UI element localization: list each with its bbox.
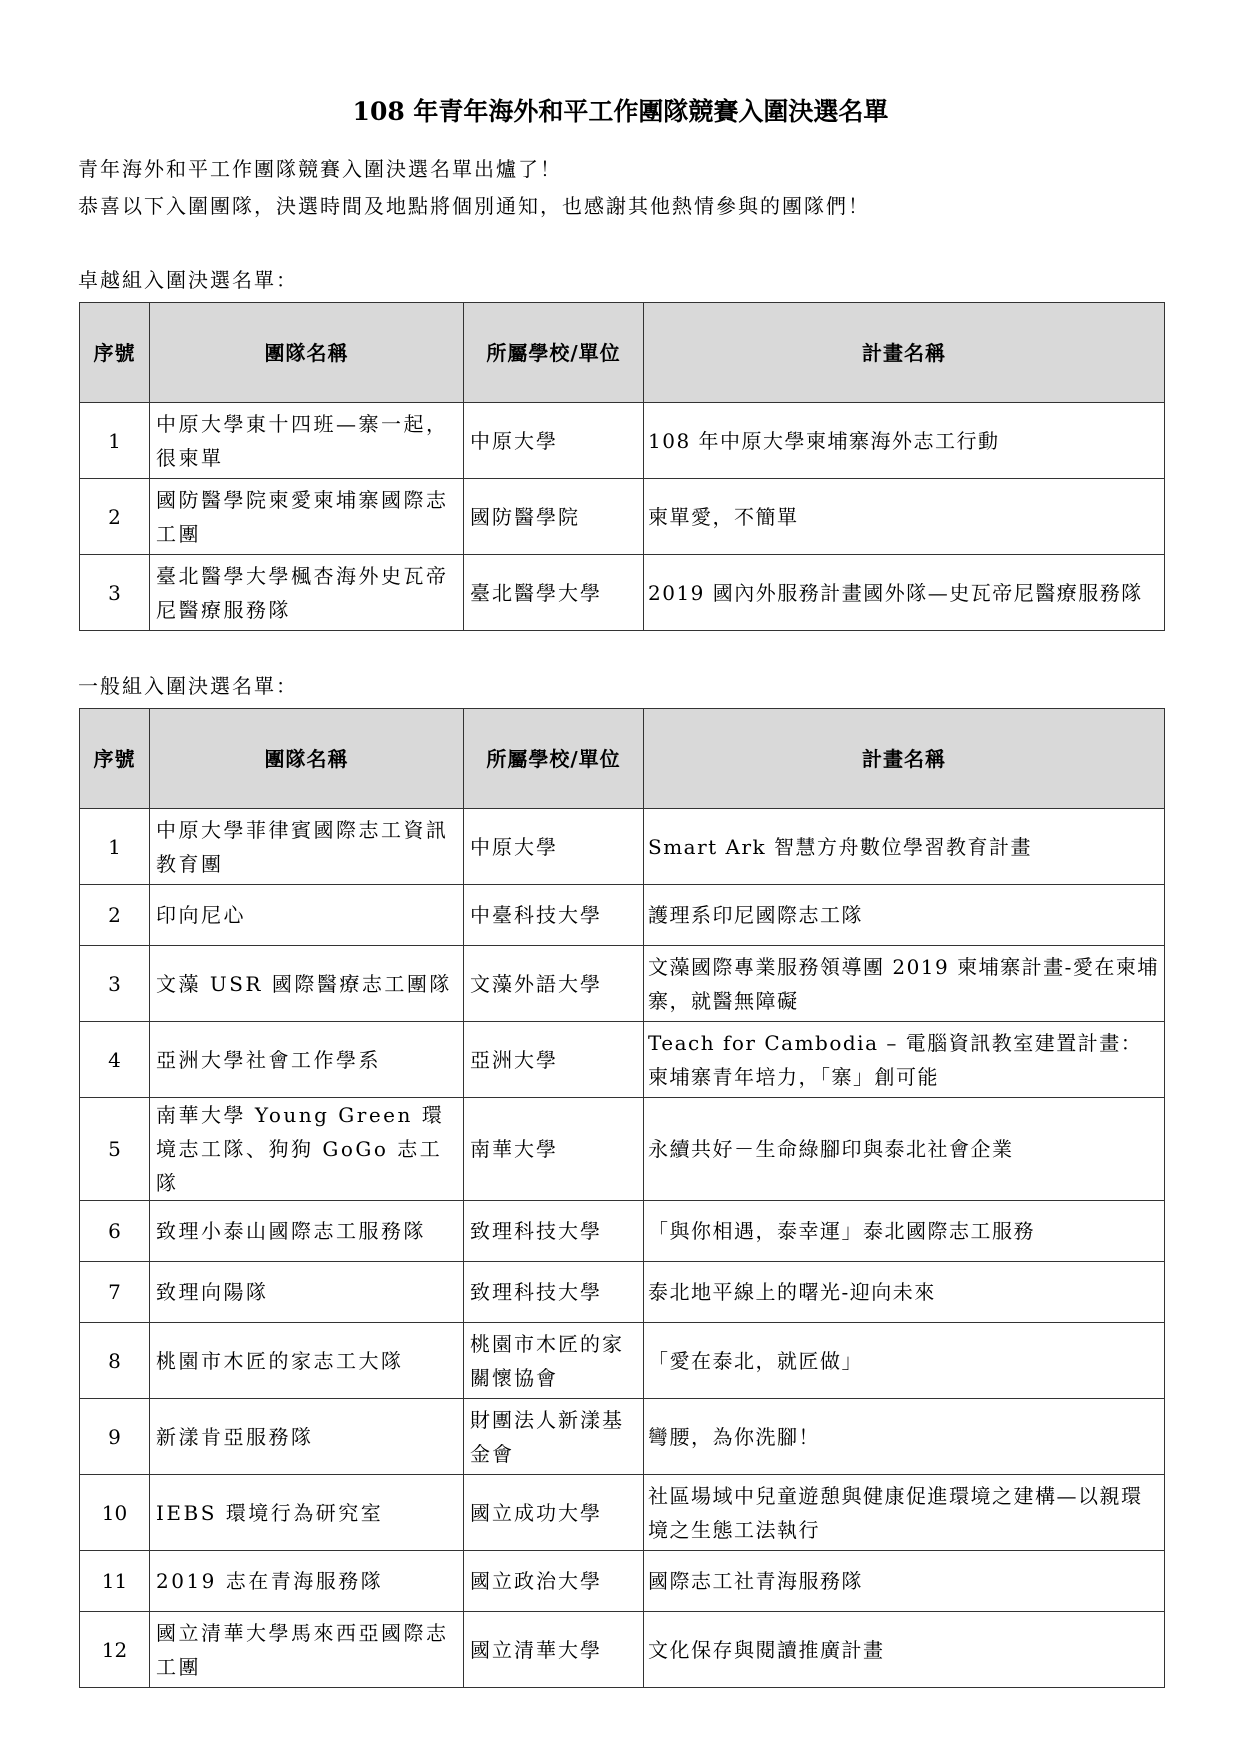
cell-school: 國防醫學院: [464, 479, 644, 555]
table-row: [80, 809, 1165, 885]
excellence-table: [79, 302, 1165, 631]
page-title: 108 年青年海外和平工作團隊競賽入圍決選名單: [352, 97, 889, 126]
cell-num: 2: [80, 885, 150, 946]
cell-team: 國防醫學院柬愛柬埔寨國際志工團: [150, 479, 464, 555]
header-team: 團隊名稱: [150, 709, 464, 809]
cell-plan: 護理系印尼國際志工隊: [644, 885, 1165, 946]
excellence-section-label: 卓越組入圍決選名單：: [78, 268, 298, 292]
cell-plan: 文藻國際專業服務領導團 2019 柬埔寨計畫-愛在柬埔寨，就醫無障礙: [644, 946, 1165, 1022]
cell-num: 11: [80, 1551, 150, 1612]
table-row: [80, 1475, 1165, 1551]
cell-num: 7: [80, 1262, 150, 1323]
cell-plan: 永續共好－生命綠腳印與泰北社會企業: [644, 1098, 1165, 1201]
cell-plan: 2019 國內外服務計畫國外隊—史瓦帝尼醫療服務隊: [644, 555, 1165, 631]
cell-num: 10: [80, 1475, 150, 1551]
table-row: [80, 1098, 1165, 1201]
general-table: [79, 708, 1165, 1688]
general-section-label: 一般組入圍決選名單：: [78, 674, 298, 698]
cell-team: 致理小泰山國際志工服務隊: [150, 1201, 464, 1262]
cell-team: 2019 志在青海服務隊: [150, 1551, 464, 1612]
cell-school: 致理科技大學: [464, 1262, 644, 1323]
header-num: 序號: [80, 303, 150, 403]
cell-num: 2: [80, 479, 150, 555]
cell-team: 桃園市木匠的家志工大隊: [150, 1323, 464, 1399]
cell-plan: Smart Ark 智慧方舟數位學習教育計畫: [644, 809, 1165, 885]
cell-team: 新漾肯亞服務隊: [150, 1399, 464, 1475]
cell-school: 國立清華大學: [464, 1612, 644, 1688]
table-row: [80, 555, 1165, 631]
cell-school: 臺北醫學大學: [464, 555, 644, 631]
cell-num: 3: [80, 555, 150, 631]
cell-school: 國立政治大學: [464, 1551, 644, 1612]
cell-num: 4: [80, 1022, 150, 1098]
cell-plan: 柬單愛，不簡單: [644, 479, 1165, 555]
header-plan: 計畫名稱: [644, 709, 1165, 809]
cell-team: 中原大學菲律賓國際志工資訊教育團: [150, 809, 464, 885]
cell-school: 文藻外語大學: [464, 946, 644, 1022]
intro-line-2: 恭喜以下入圍團隊，決選時間及地點將個別通知，也感謝其他熱情參與的團隊們！: [78, 194, 870, 218]
cell-team: IEBS 環境行為研究室: [150, 1475, 464, 1551]
table-row: [80, 1323, 1165, 1399]
cell-team: 文藻 USR 國際醫療志工團隊: [150, 946, 464, 1022]
table-row: [80, 403, 1165, 479]
header-plan: 計畫名稱: [644, 303, 1165, 403]
cell-plan: Teach for Cambodia – 電腦資訊教室建置計畫： 柬埔寨青年培力，「寨」創可能: [644, 1022, 1165, 1098]
cell-school: 中原大學: [464, 809, 644, 885]
header-school: 所屬學校/單位: [464, 303, 644, 403]
cell-num: 9: [80, 1399, 150, 1475]
cell-plan: 泰北地平線上的曙光-迎向未來: [644, 1262, 1165, 1323]
header-school: 所屬學校/單位: [464, 709, 644, 809]
cell-school: 南華大學: [464, 1098, 644, 1201]
cell-school: 致理科技大學: [464, 1201, 644, 1262]
header-num: 序號: [80, 709, 150, 809]
table-row: [80, 885, 1165, 946]
cell-team: 臺北醫學大學楓杏海外史瓦帝尼醫療服務隊: [150, 555, 464, 631]
cell-num: 1: [80, 403, 150, 479]
header-team: 團隊名稱: [150, 303, 464, 403]
table-row: [80, 1612, 1165, 1688]
table-row: [80, 1201, 1165, 1262]
cell-team: 中原大學東十四班—寨一起，很柬單: [150, 403, 464, 479]
cell-plan: 國際志工社青海服務隊: [644, 1551, 1165, 1612]
cell-num: 5: [80, 1098, 150, 1201]
cell-plan: 社區場域中兒童遊憩與健康促進環境之建構—以親環境之生態工法執行: [644, 1475, 1165, 1551]
cell-team: 印向尼心: [150, 885, 464, 946]
table-row: [80, 1022, 1165, 1098]
cell-num: 12: [80, 1612, 150, 1688]
cell-team: 亞洲大學社會工作學系: [150, 1022, 464, 1098]
cell-num: 3: [80, 946, 150, 1022]
table-row: [80, 479, 1165, 555]
cell-num: 1: [80, 809, 150, 885]
intro-line-1: 青年海外和平工作團隊競賽入圍決選名單出爐了！: [78, 157, 562, 181]
cell-school: 財團法人新漾基金會: [464, 1399, 644, 1475]
cell-school: 桃園市木匠的家關懷協會: [464, 1323, 644, 1399]
cell-plan: 「愛在泰北，就匠做」: [644, 1323, 1165, 1399]
cell-plan: 彎腰，為你洗腳！: [644, 1399, 1165, 1475]
cell-team: 國立清華大學馬來西亞國際志工團: [150, 1612, 464, 1688]
cell-team: 南華大學 Young Green 環境志工隊、狗狗 GoGo 志工隊: [150, 1098, 464, 1201]
cell-school: 國立成功大學: [464, 1475, 644, 1551]
cell-plan: 108 年中原大學柬埔寨海外志工行動: [644, 403, 1165, 479]
cell-school: 亞洲大學: [464, 1022, 644, 1098]
cell-team: 致理向陽隊: [150, 1262, 464, 1323]
cell-school: 中臺科技大學: [464, 885, 644, 946]
cell-school: 中原大學: [464, 403, 644, 479]
table-row: [80, 1399, 1165, 1475]
table-row: [80, 1262, 1165, 1323]
cell-plan: 「與你相遇，泰幸運」泰北國際志工服務: [644, 1201, 1165, 1262]
cell-plan: 文化保存與閱讀推廣計畫: [644, 1612, 1165, 1688]
cell-num: 6: [80, 1201, 150, 1262]
table-row: [80, 1551, 1165, 1612]
cell-num: 8: [80, 1323, 150, 1399]
table-row: [80, 946, 1165, 1022]
